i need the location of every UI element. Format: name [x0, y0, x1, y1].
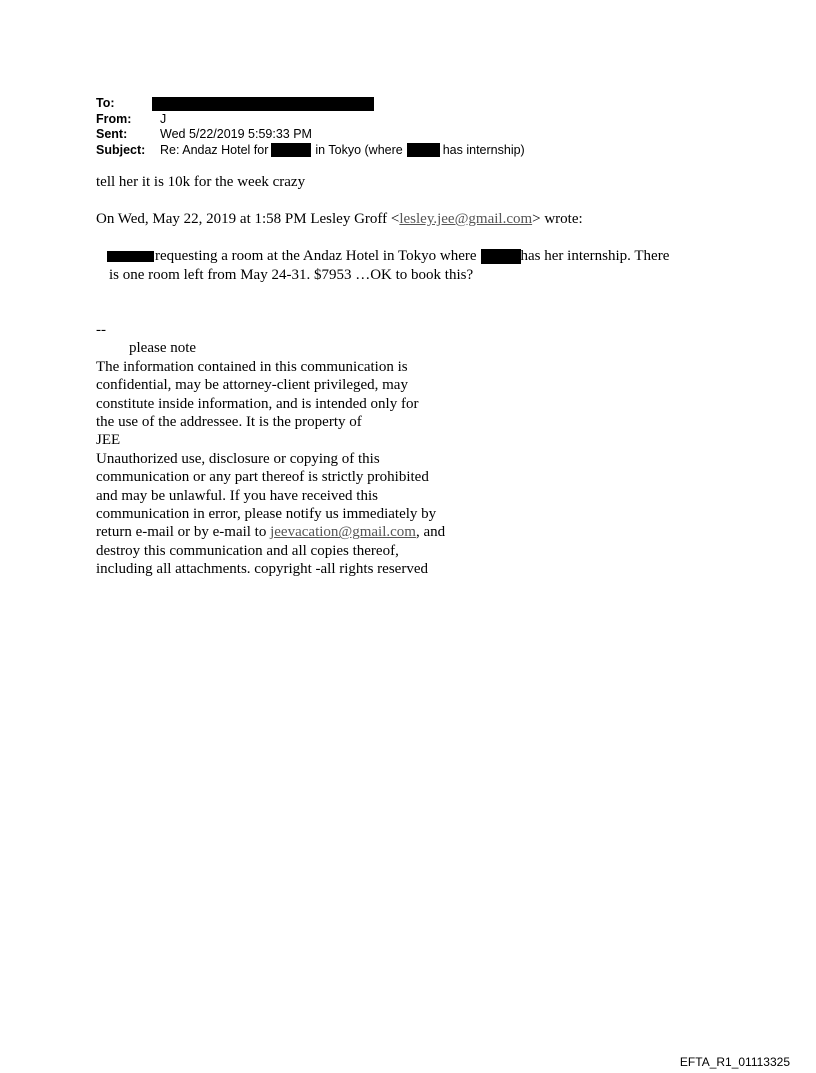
sent-row	[96, 127, 736, 143]
footer-line: Unauthorized use, disclosure or copying of this	[96, 450, 380, 467]
footer-mail-prefix: return e-mail or by e-mail to	[96, 524, 271, 541]
footer-line: JEE	[96, 432, 121, 449]
please-note: please note	[129, 340, 197, 357]
subject-text-part2: in Tokyo (where	[315, 142, 403, 157]
subject-row	[96, 143, 736, 159]
footer-line: The information contained in this communication is	[96, 358, 408, 375]
email-header	[96, 96, 736, 158]
from-label: From:	[96, 111, 132, 126]
quoted-line-2: is one room left from May 24-31. $7953 …OK to book this?	[109, 267, 474, 284]
footer-line: destroy this communication and all copies thereof,	[96, 542, 399, 559]
document-id: EFTA_R1_01113325	[679, 1055, 790, 1069]
quoted-message	[109, 247, 729, 285]
footer-mail-suffix: , and	[415, 524, 446, 541]
reply-text: tell her it is 10k for the week crazy	[96, 174, 306, 190]
sent-label: Sent:	[96, 127, 128, 141]
redaction-block	[107, 251, 154, 262]
quoted-line-1-part2: has her internship. There	[520, 248, 670, 265]
from-row	[96, 112, 736, 128]
subject-label: Subject:	[96, 142, 146, 157]
to-row	[96, 96, 736, 112]
footer-line: communication in error, please notify us immediately by	[96, 505, 437, 522]
to-label: To:	[96, 96, 115, 110]
from-value: J	[160, 111, 167, 126]
subject-text-part3: has internship)	[442, 142, 525, 157]
quote-header-suffix: > wrote:	[532, 211, 583, 227]
footer-line: constitute inside information, and is intended only for	[96, 395, 419, 412]
confidentiality-footer	[96, 321, 516, 578]
sent-value: Wed 5/22/2019 5:59:33 PM	[160, 127, 312, 141]
redaction-block	[407, 143, 440, 157]
footer-line: communication or any part thereof is strictly prohibited	[96, 469, 429, 486]
footer-line: the use of the addressee. It is the property of	[96, 413, 362, 430]
redaction-block	[152, 97, 374, 111]
sender-email-link[interactable]: lesley.jee@gmail.com	[399, 211, 533, 227]
redaction-block	[271, 143, 311, 157]
quote-header	[96, 210, 583, 229]
subject-value	[160, 143, 525, 159]
quoted-line-1-part1: requesting a room at the Andaz Hotel in Tokyo where	[155, 248, 477, 265]
signature-separator: --	[96, 322, 106, 338]
subject-text-part1: Re: Andaz Hotel for	[160, 142, 269, 157]
footer-mail-line	[96, 523, 516, 541]
quote-header-prefix: On Wed, May 22, 2019 at 1:58 PM Lesley Groff <	[96, 211, 400, 227]
redaction-block	[481, 249, 521, 264]
footer-line: and may be unlawful. If you have received this	[96, 487, 378, 504]
footer-line: confidential, may be attorney-client privileged, may	[96, 377, 408, 394]
to-value	[160, 97, 374, 111]
contact-email-link[interactable]: jeevacation@gmail.com	[270, 524, 416, 541]
footer-line: including all attachments. copyright -all rights reserved	[96, 561, 428, 578]
quoted-line-1	[109, 247, 729, 266]
